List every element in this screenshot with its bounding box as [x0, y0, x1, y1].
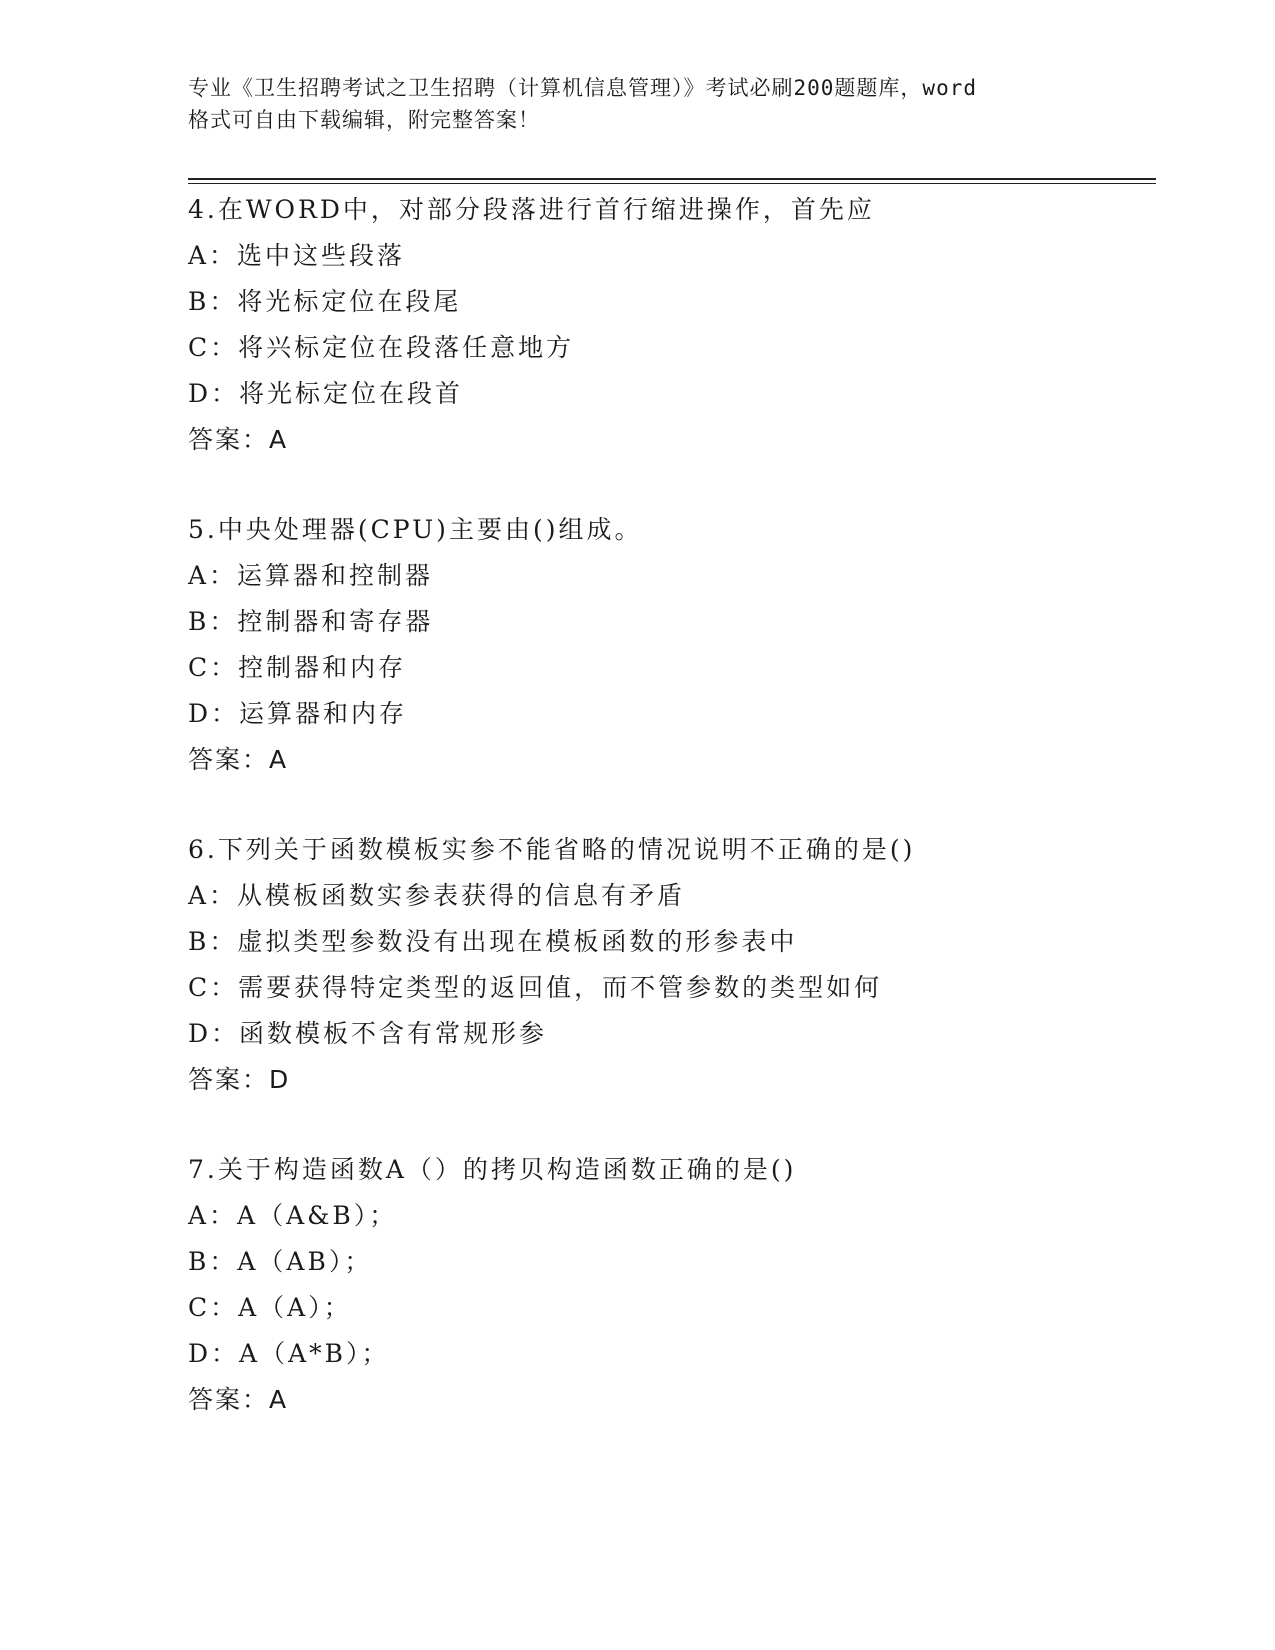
option-a: A：从模板函数实参表获得的信息有矛盾 [188, 881, 686, 910]
option-c: C：将兴标定位在段落任意地方 [188, 333, 575, 362]
option-a: A：A（A&B）； [188, 1201, 398, 1230]
option-d: D：运算器和内存 [188, 699, 408, 728]
option-a: A：运算器和控制器 [188, 561, 434, 590]
question-stem: 5.中央处理器(CPU)主要由()组成。 [188, 515, 643, 544]
header-line-1: 专业《卫生招聘考试之卫生招聘（计算机信息管理）》考试必刷200题题库，word [188, 76, 977, 100]
option-b: B：控制器和寄存器 [188, 607, 434, 636]
question-4 [188, 187, 1156, 463]
option-d: D：A（A*B）； [188, 1339, 390, 1368]
option-b: B：将光标定位在段尾 [188, 287, 462, 316]
question-7 [188, 1147, 1156, 1423]
option-d: D：将光标定位在段首 [188, 379, 464, 408]
answer-line: 答案：A [188, 745, 289, 774]
document-header [188, 72, 1108, 136]
option-c: C：A（A）； [188, 1293, 352, 1322]
header-line-2: 格式可自由下载编辑，附完整答案！ [188, 108, 540, 132]
answer-line: 答案：A [188, 425, 289, 454]
question-stem: 4.在WORD中，对部分段落进行首行缩进操作，首先应 [188, 195, 875, 224]
answer-line: 答案：A [188, 1385, 289, 1414]
option-b: B：虚拟类型参数没有出现在模板函数的形参表中 [188, 927, 798, 956]
option-c: C：需要获得特定类型的返回值，而不管参数的类型如何 [188, 973, 883, 1002]
option-a: A：选中这些段落 [188, 241, 406, 270]
answer-line: 答案：D [188, 1065, 291, 1094]
option-c: C：控制器和内存 [188, 653, 407, 682]
header-divider-thin [188, 183, 1156, 184]
question-stem: 7.关于构造函数A（）的拷贝构造函数正确的是() [188, 1155, 797, 1184]
option-d: D：函数模板不含有常规形参 [188, 1019, 548, 1048]
option-b: B：A（AB）； [188, 1247, 373, 1276]
question-stem: 6.下列关于函数模板实参不能省略的情况说明不正确的是() [188, 835, 916, 864]
header-divider-thick [188, 178, 1156, 180]
question-5 [188, 507, 1156, 783]
question-list [188, 187, 1156, 1423]
question-6 [188, 827, 1156, 1103]
